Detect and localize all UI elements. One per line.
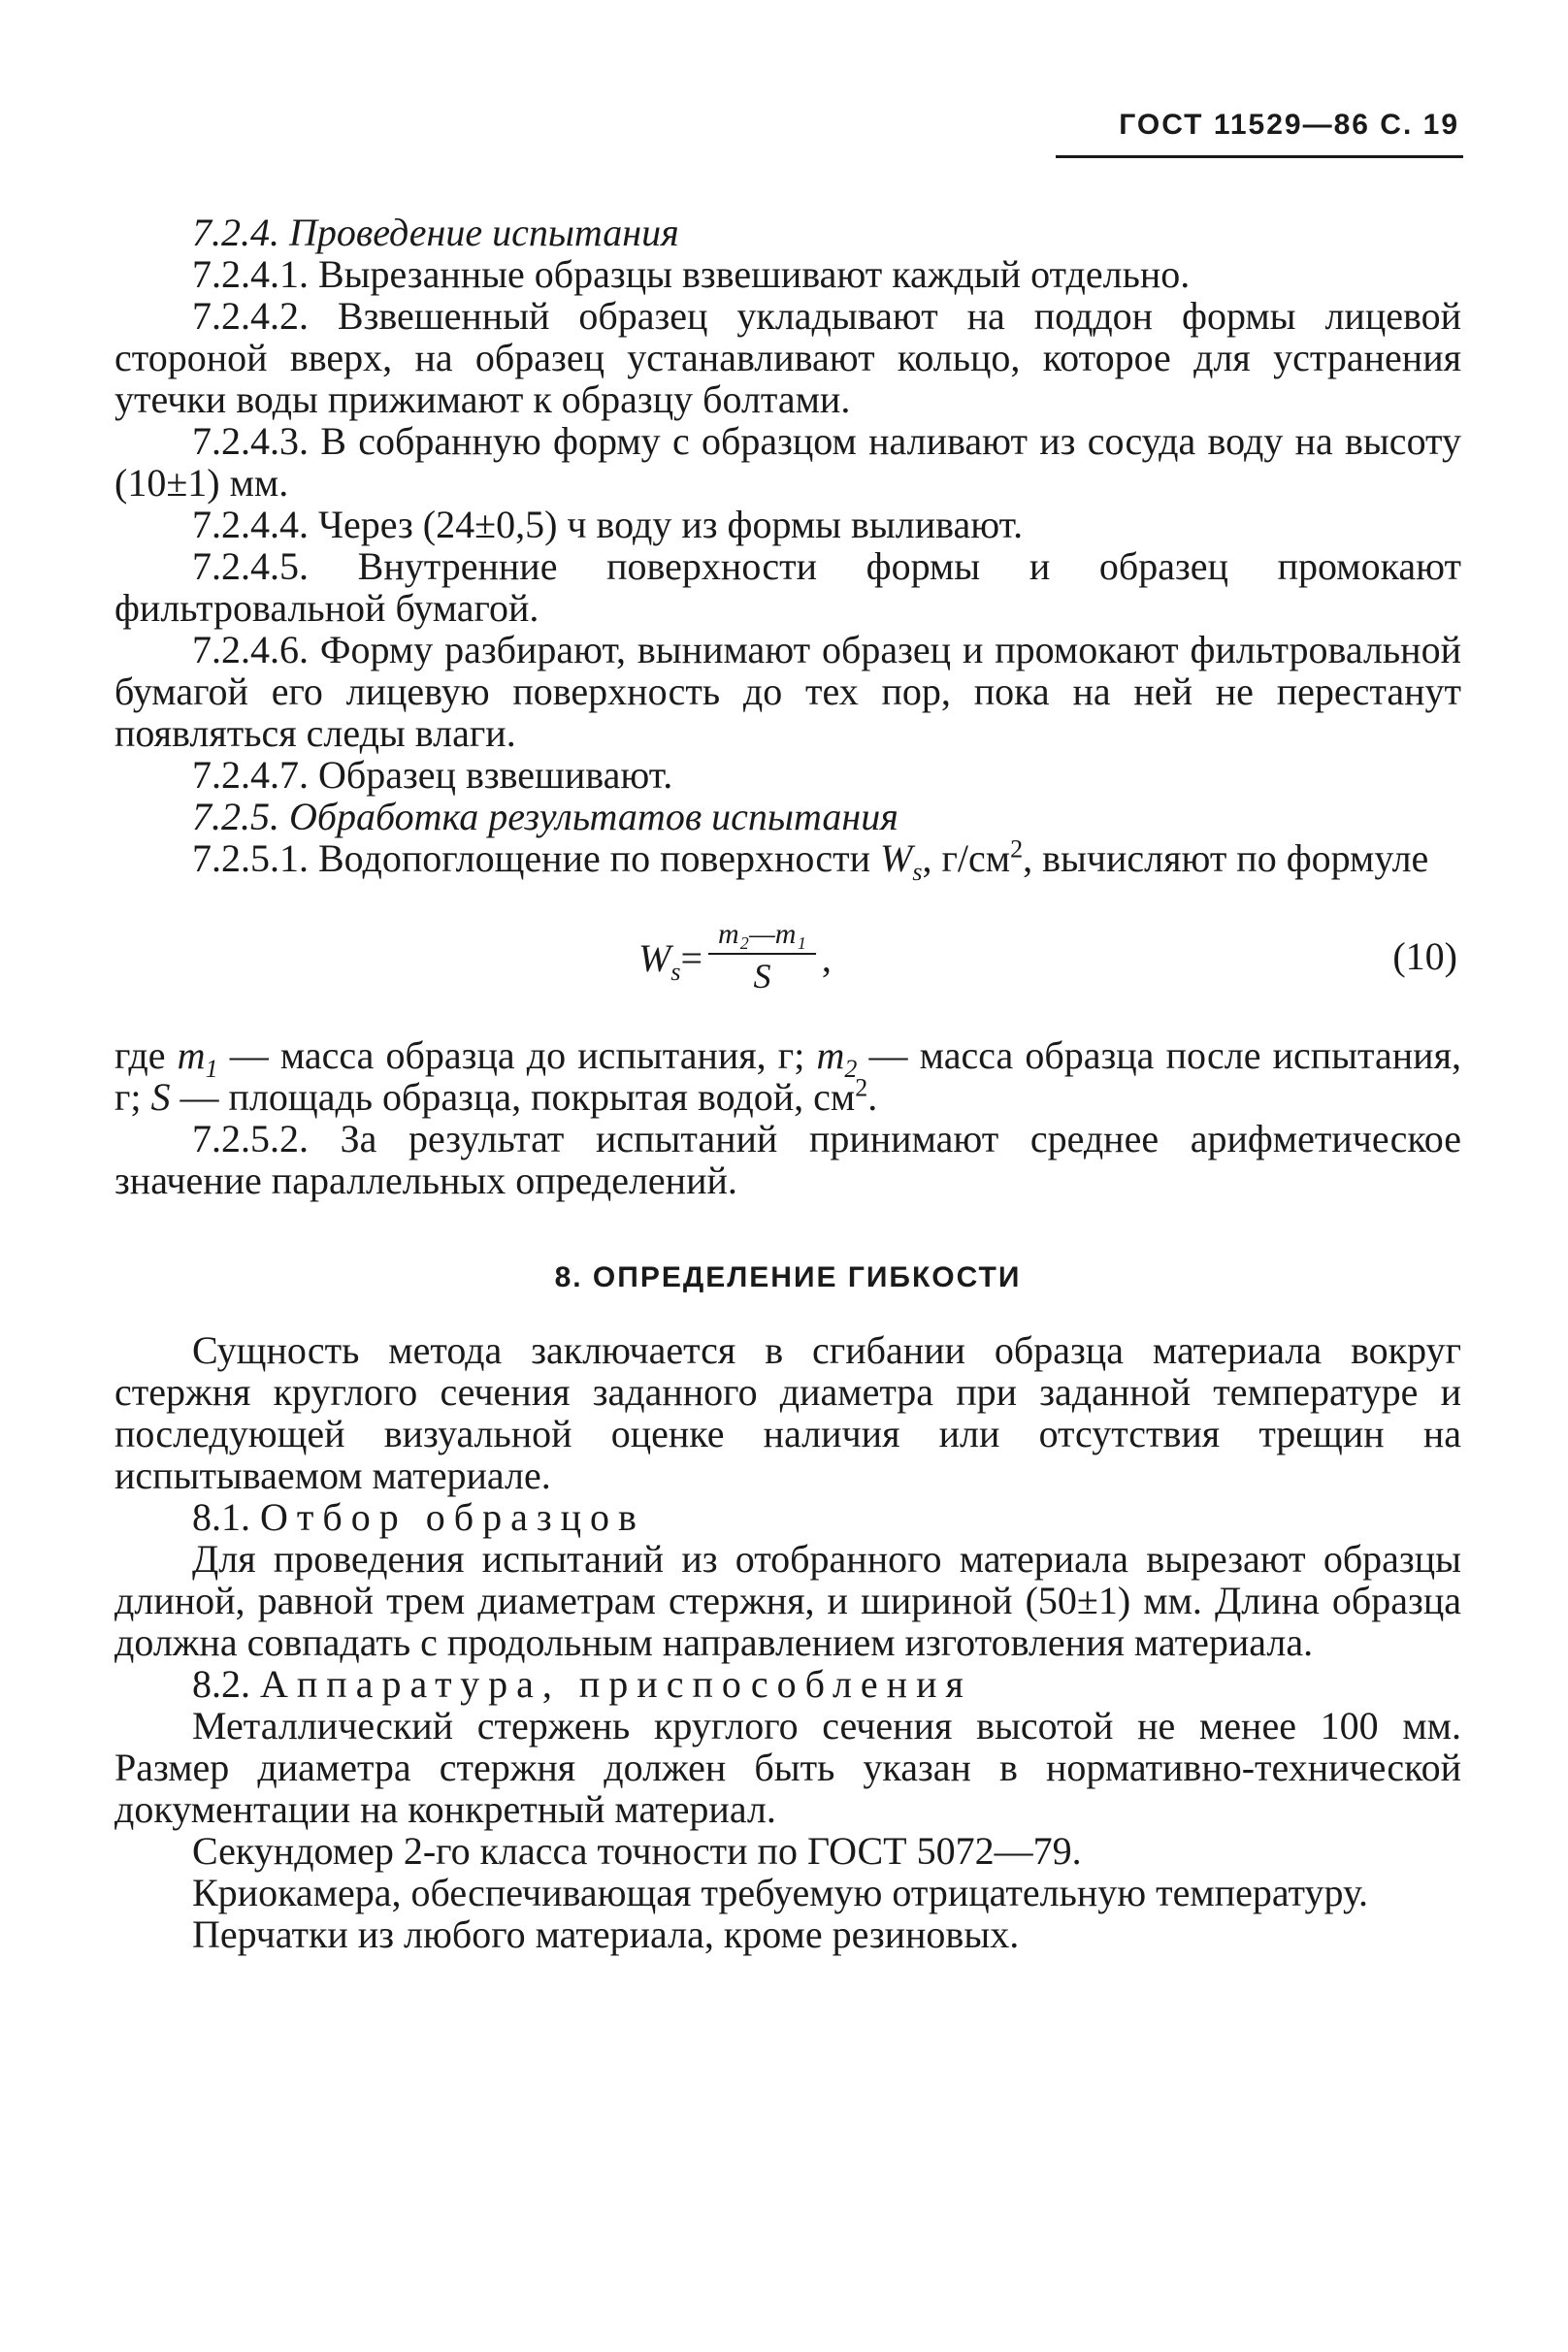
formula-10: [114, 914, 1461, 1007]
legend-text-2: — масса образца до испытания, г;: [217, 1033, 817, 1077]
formula-legend: [114, 1034, 1461, 1118]
legend-m2-symbol: m: [816, 1033, 845, 1077]
unit-text: , г/см: [922, 836, 1011, 880]
symbol-ws: [880, 836, 923, 886]
symbol-w: W: [880, 836, 913, 880]
subsection-8-1-number: 8.1.: [192, 1495, 260, 1539]
paragraph-7-2-5-2: 7.2.5.2. За результат испытаний принимают среднее арифметическое значение параллельных определений.: [114, 1117, 1461, 1202]
subsection-8-2-number: 8.2.: [192, 1662, 260, 1706]
formula-denominator: S: [753, 957, 771, 996]
equipment-item-stopwatch: Секундомер 2-го класса точности по ГОСТ 5072—79.: [192, 1829, 1082, 1873]
formula-lhs-symbol: W: [638, 935, 671, 980]
paragraph-7-2-4-1: 7.2.4.1. Вырезанные образцы взвешивают каждый отдельно.: [192, 252, 1191, 296]
subsection-8-1-title: Отбор образцов: [260, 1495, 645, 1539]
legend-text-4: — площадь образца, покрытая водой, см: [170, 1075, 856, 1119]
formula-numerator: m₂—m₁: [708, 918, 816, 955]
paragraph-7-2-5-1: [114, 834, 1461, 886]
legend-m2: [816, 1033, 858, 1083]
header-rule: [1056, 155, 1463, 158]
formula-expression: [638, 918, 832, 997]
paragraph-7-2-4-7: 7.2.4.7. Образец взвешивают.: [192, 753, 673, 797]
equipment-item-cryochamber: Криокамера, обеспечивающая требуемую отрицательную температуру.: [192, 1871, 1368, 1914]
paragraph-7-2-4-2: 7.2.4.2. Взвешенный образец укладывают на поддон формы лицевой стороной вверх, на образец устанавливают кольцо, которое для устранения утечки воды прижимают к образцу болтами.: [114, 294, 1461, 421]
legend-superscript: 2: [855, 1073, 868, 1102]
formula-number: (10): [1392, 934, 1457, 978]
subsection-8-1-heading: [114, 1496, 1461, 1538]
paragraph-7-2-4-6: 7.2.4.6. Форму разбирают, вынимают образец и промокают фильтровальной бумагой его лицевую поверхность до тех пор, пока на ней не перестанут появляться следы влаги.: [114, 628, 1461, 755]
paragraph-7-2-4-4: 7.2.4.4. Через (24±0,5) ч воду из формы выливают.: [192, 503, 1024, 546]
legend-m2-subscript: 2: [844, 1055, 858, 1083]
equipment-item-gloves: Перчатки из любого материала, кроме резиновых.: [192, 1912, 1020, 1956]
formula-equals: =: [680, 935, 703, 980]
paragraph-7-2-4-5: 7.2.4.5. Внутренние поверхности формы и образец промокают фильтровальной бумагой.: [114, 544, 1461, 630]
legend-text-1: где: [114, 1033, 178, 1077]
paragraph-7-2-5-1-text: 7.2.5.1. Водопоглощение по поверхности: [192, 836, 881, 880]
legend-m1-subscript: 1: [205, 1055, 218, 1083]
paragraph-7-2-4-3: 7.2.4.3. В собранную форму с образцом наливают из сосуда воду на высоту (10±1) мм.: [114, 419, 1461, 505]
subsection-7-2-5-heading: 7.2.5. Обработка результатов испытания: [192, 795, 898, 838]
paragraph-7-2-5-1-tail: , вычисляют по формуле: [1023, 836, 1429, 880]
legend-s: S: [150, 1075, 171, 1119]
symbol-w-subscript: s: [912, 858, 923, 886]
legend-m1-symbol: m: [177, 1033, 206, 1077]
legend-text-3: — масса образца после испытания, г;: [114, 1033, 1461, 1119]
formula-lhs-subscript: s: [670, 957, 681, 986]
running-header: ГОСТ 11529—86 С. 19: [1119, 109, 1459, 141]
formula-lhs: [638, 935, 681, 986]
subsection-8-2-title: Аппаратура, приспособления: [260, 1662, 972, 1706]
section-8-intro: Сущность метода заключается в сгибании образца материала вокруг стержня круглого сечения заданного диаметра при заданной температуре и последующей визуальной оценке наличия или отсутствия трещин на испытываемом материале.: [114, 1328, 1461, 1497]
legend-text-5: .: [867, 1075, 878, 1119]
formula-fraction: [708, 918, 816, 997]
legend-m1: [177, 1033, 218, 1083]
subsection-8-2-heading: [114, 1663, 1461, 1705]
unit-superscript: 2: [1010, 834, 1024, 864]
subsection-7-2-4-heading: 7.2.4. Проведение испытания: [192, 211, 679, 254]
equipment-item-rod: Металлический стержень круглого сечения высотой не менее 100 мм. Размер диаметра стержня должен быть указан в нормативно-технической документации на конкретный материал.: [114, 1704, 1461, 1831]
document-body: [114, 212, 1461, 1955]
subsection-8-1-text: Для проведения испытаний из отобранного материала вырезают образцы длиной, равной трем диаметрам стержня, и шириной (50±1) мм. Длина образца должна совпадать с продольным направлением изготовления материала.: [114, 1537, 1461, 1664]
formula-comma: ,: [821, 935, 832, 980]
section-8-title: 8. ОПРЕДЕЛЕНИЕ ГИБКОСТИ: [554, 1261, 1022, 1293]
